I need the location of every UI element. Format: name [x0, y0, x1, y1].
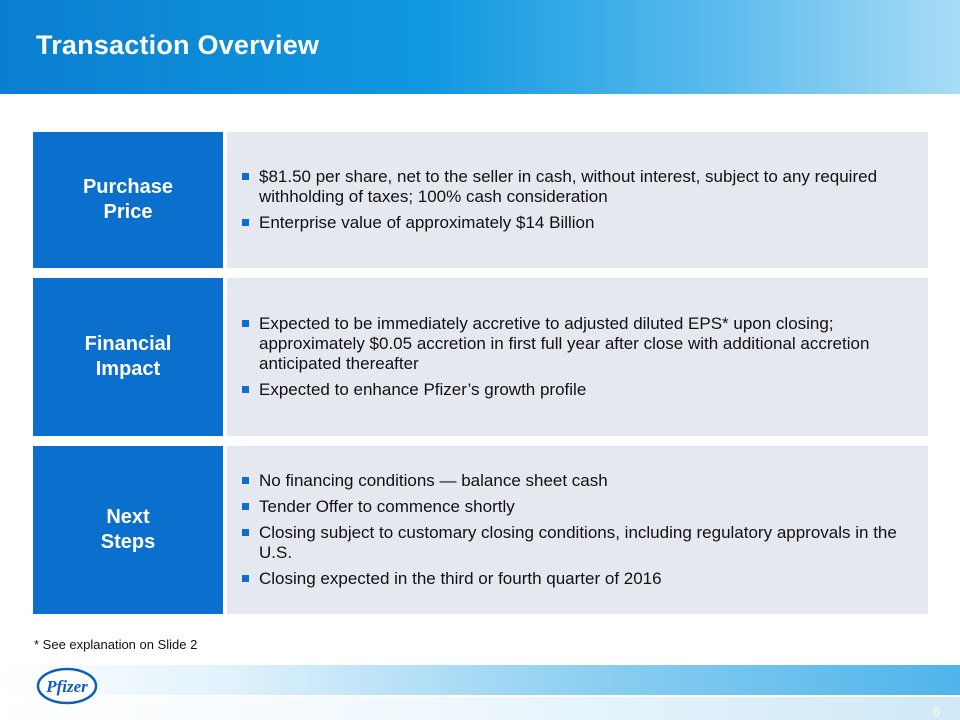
row-label: [33, 446, 223, 614]
row-label-line1: Purchase: [82, 176, 174, 198]
bullet-text: Enterprise value of approximately $14 Billion: [259, 213, 595, 232]
list-item: [239, 471, 904, 491]
bullet-text: $81.50 per share, net to the seller in cash, without interest, subject to any required withholding of taxes; 100% cash consideration: [259, 167, 878, 206]
list-item: [239, 167, 904, 207]
square-bullet-icon: [242, 386, 249, 393]
row-content: [227, 132, 928, 268]
row-label-line2: Price: [103, 201, 153, 223]
row-label-line2: Steps: [100, 531, 156, 553]
bullet-text: Closing expected in the third or fourth quarter of 2016: [259, 569, 662, 588]
square-bullet-icon: [242, 503, 249, 510]
row-content: [227, 278, 928, 436]
purchase-price-row: [33, 132, 928, 268]
footnote: * See explanation on Slide 2: [34, 637, 198, 652]
row-label-line2: Impact: [95, 358, 161, 380]
next-steps-row: [33, 446, 928, 614]
list-item: [239, 213, 904, 233]
square-bullet-icon: [242, 529, 249, 536]
bullet-text: Expected to be immediately accretive to adjusted diluted EPS* upon closing; approximately $0.05 accretion in first full year after close with additional accretion anticipated thereafter: [259, 314, 870, 373]
footer-band: [0, 665, 960, 695]
list-item: [239, 569, 904, 589]
square-bullet-icon: [242, 219, 249, 226]
bullet-text: No financing conditions — balance sheet cash: [259, 471, 608, 490]
financial-impact-row: [33, 278, 928, 436]
page-number: 6: [932, 704, 940, 719]
square-bullet-icon: [242, 477, 249, 484]
slide-header: [0, 0, 960, 94]
list-item: [239, 497, 904, 517]
row-label: [33, 132, 223, 268]
bullet-text: Closing subject to customary closing conditions, including regulatory approvals in the U.S.: [259, 523, 897, 562]
svg-text:Pfizer: Pfizer: [46, 677, 88, 696]
bullet-text: Expected to enhance Pfizer’s growth profile: [259, 380, 587, 399]
square-bullet-icon: [242, 575, 249, 582]
list-item: [239, 380, 904, 400]
list-item: [239, 523, 904, 563]
bullet-text: Tender Offer to commence shortly: [259, 497, 515, 516]
pfizer-logo-icon: [36, 666, 98, 706]
page-title: Transaction Overview: [36, 30, 320, 60]
row-label-line1: Financial: [84, 333, 172, 355]
square-bullet-icon: [242, 173, 249, 180]
row-content: [227, 446, 928, 614]
row-label: [33, 278, 223, 436]
square-bullet-icon: [242, 320, 249, 327]
list-item: [239, 314, 904, 374]
footer-line: [0, 697, 960, 720]
row-label-line1: Next: [106, 506, 150, 528]
